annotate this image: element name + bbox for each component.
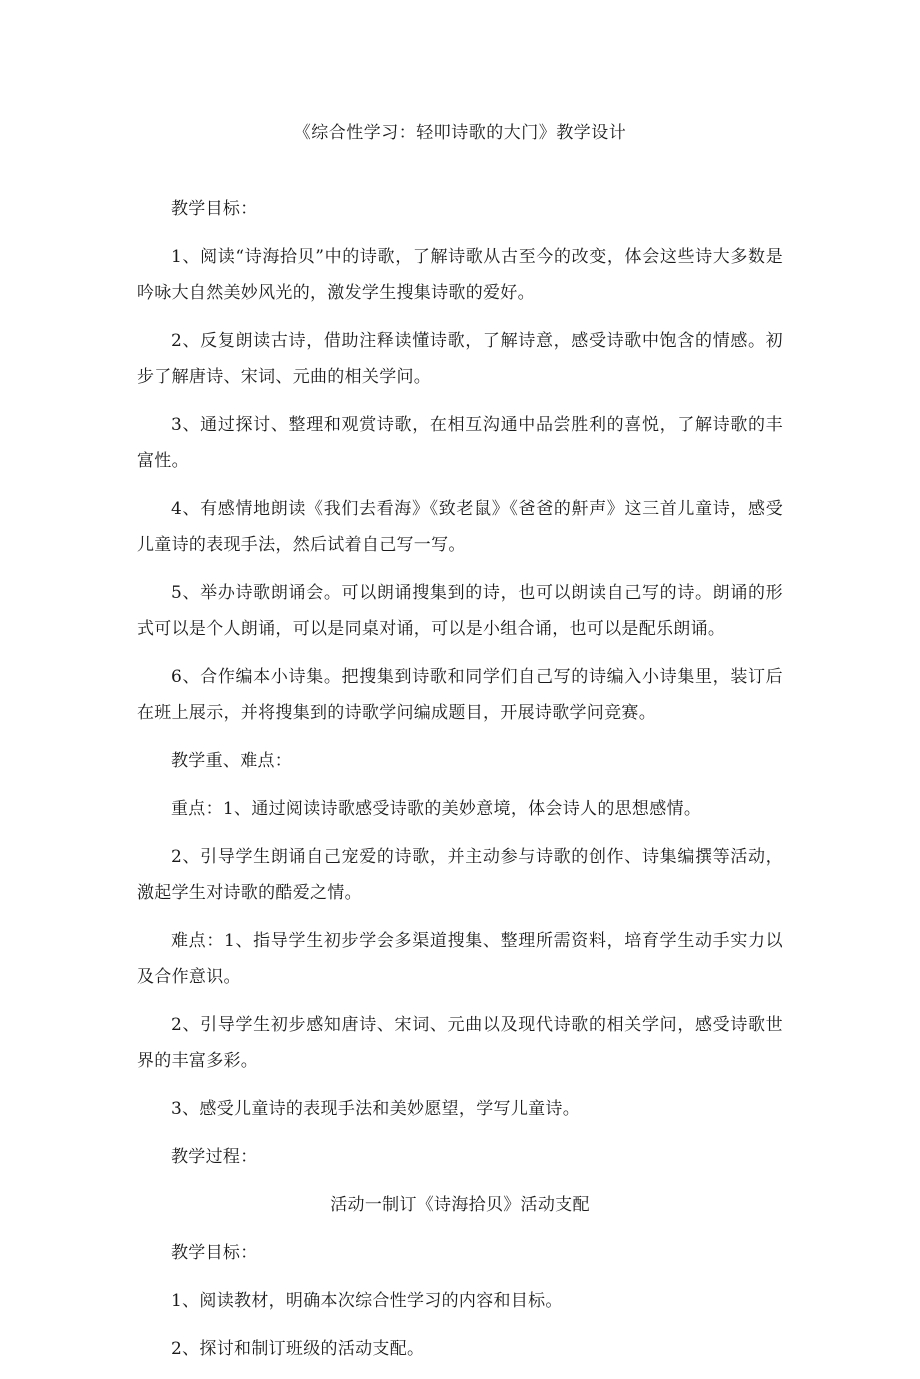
document-title: 《综合性学习：轻叩诗歌的大门》教学设计	[293, 123, 627, 143]
section-heading-objectives: 教学目标：	[171, 199, 258, 219]
difficulty-3: 3、感受儿童诗的表现手法和美妙愿望，学写儿童诗。	[171, 1099, 581, 1119]
activity-objective-2: 2、探讨和制订班级的活动支配。	[171, 1339, 425, 1359]
activity-one-heading: 活动一制订《诗海拾贝》活动支配	[330, 1195, 590, 1215]
objective-1: 1、阅读“诗海拾贝”中的诗歌，了解诗歌从古至今的改变，体会这些诗大多数是吟咏大自然美妙风光的，激发学生搜集诗歌的爱好。	[137, 247, 783, 303]
difficulty-2: 2、引导学生初步感知唐诗、宋词、元曲以及现代诗歌的相关学问，感受诗歌世界的丰富多彩。	[137, 1015, 783, 1071]
activity-objectives-heading: 教学目标：	[171, 1243, 258, 1263]
objective-4: 4、有感情地朗读《我们去看海》《致老鼠》《爸爸的鼾声》这三首儿童诗，感受儿童诗的表现手法，然后试着自己写一写。	[137, 499, 783, 555]
section-heading-process: 教学过程：	[171, 1147, 258, 1167]
objective-5: 5、举办诗歌朗诵会。可以朗诵搜集到的诗，也可以朗读自己写的诗。朗诵的形式可以是个人朗诵，可以是同桌对诵，可以是小组合诵，也可以是配乐朗诵。	[137, 583, 783, 639]
key-point-2: 2、引导学生朗诵自己宠爱的诗歌，并主动参与诗歌的创作、诗集编撰等活动，激起学生对诗歌的酷爱之情。	[137, 847, 783, 903]
objective-3: 3、通过探讨、整理和观赏诗歌，在相互沟通中品尝胜利的喜悦，了解诗歌的丰富性。	[137, 415, 783, 471]
objective-2: 2、反复朗读古诗，借助注释读懂诗歌，了解诗意，感受诗歌中饱含的情感。初步了解唐诗、宋词、元曲的相关学问。	[137, 331, 783, 387]
section-heading-key-points: 教学重、难点：	[171, 751, 293, 771]
document-body	[137, 191, 783, 1379]
objective-6: 6、合作编本小诗集。把搜集到诗歌和同学们自己写的诗编入小诗集里，装订后在班上展示，并将搜集到的诗歌学问编成题目，开展诗歌学问竞赛。	[137, 667, 783, 723]
activity-objective-1: 1、阅读教材，明确本次综合性学习的内容和目标。	[171, 1291, 563, 1311]
difficulty-1: 难点：1、指导学生初步学会多渠道搜集、整理所需资料，培育学生动手实力以及合作意识。	[137, 931, 783, 987]
key-point-1: 重点：1、通过阅读诗歌感受诗歌的美妙意境，体会诗人的思想感情。	[171, 799, 702, 819]
